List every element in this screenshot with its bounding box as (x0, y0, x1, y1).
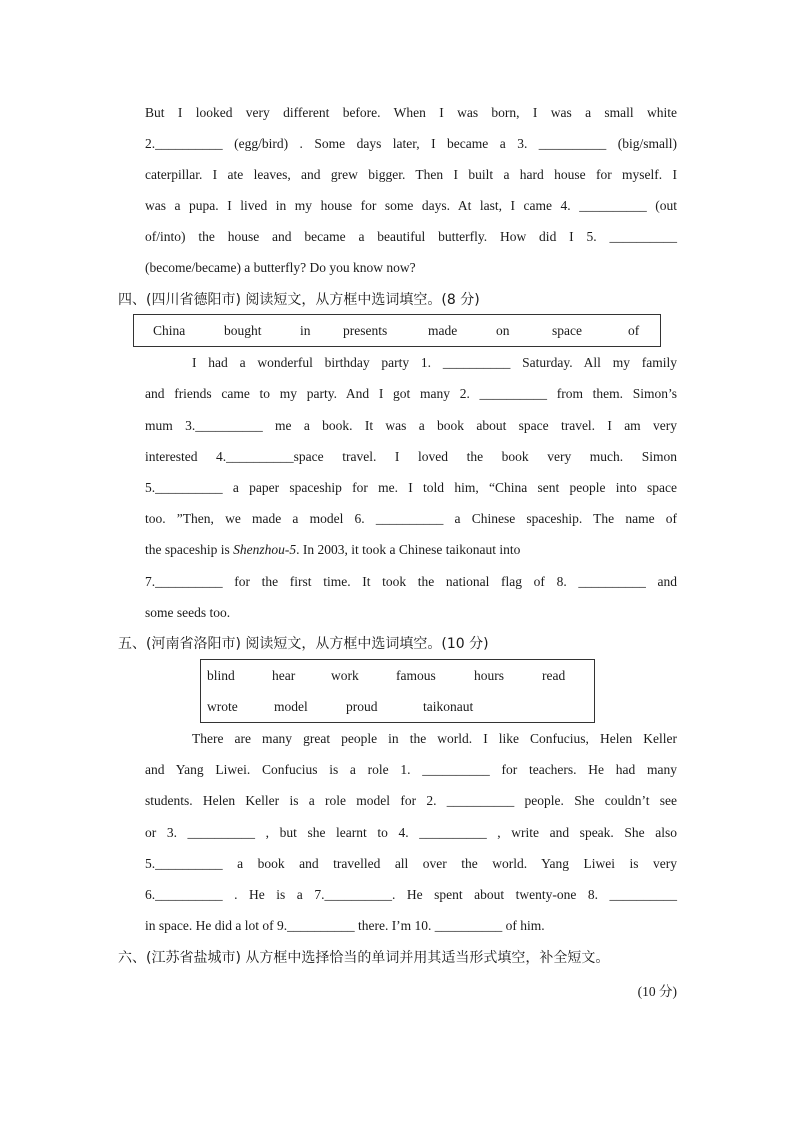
passage-line: of/into) the house and became a beautiful butterfly. How did I 5. __________ (145, 229, 677, 244)
word-option: blind (207, 668, 235, 683)
passage-line: (become/became) a butterfly? Do you know now? (145, 260, 416, 275)
word-option: hours (474, 668, 504, 683)
word-option: famous (396, 668, 436, 683)
section-heading: 六、(江苏省盐城市) 从方框中选择恰当的单词并用其适当形式填空，补全短文。 (118, 950, 610, 966)
word-option: bought (224, 323, 262, 338)
passage-line: There are many great people in the world. I like Confucius, Helen Keller (192, 731, 677, 746)
passage-line: I had a wonderful birthday party 1. __________ Saturday. All my family (192, 355, 677, 370)
word-box (133, 314, 661, 347)
word-option: China (153, 323, 186, 338)
passage-line: some seeds too. (145, 605, 231, 620)
passage-line: and Yang Liwei. Confucius is a role 1. __________ for teachers. He had many (145, 762, 677, 777)
passage-line: the spaceship is Shenzhou-5. In 2003, it took a Chinese taikonaut into (145, 542, 521, 557)
section-heading: 五、(河南省洛阳市) 阅读短文，从方框中选词填空。(10 分) (118, 636, 489, 652)
passage-line: caterpillar. I ate leaves, and grew bigger. Then I built a hard house for myself. I (145, 167, 677, 182)
passage-line: in space. He did a lot of 9.__________ there. I’m 10. __________ of him. (145, 918, 545, 933)
passage-line: 7.__________ for the first time. It took the national flag of 8. __________ and (145, 574, 677, 589)
word-option: made (428, 323, 458, 338)
word-option: wrote (207, 699, 238, 714)
word-option: read (542, 668, 566, 683)
word-option: presents (343, 323, 388, 338)
word-option: proud (346, 699, 378, 714)
passage-line: mum 3.__________ me a book. It was a book about space travel. I am very (145, 418, 677, 433)
passage-line: was a pupa. I lived in my house for some days. At last, I came 4. __________ (out (145, 198, 677, 213)
passage-line: 5.__________ a paper spaceship for me. I told him, “China sent people into space (145, 480, 677, 495)
word-box (200, 659, 595, 723)
word-option: of (628, 323, 640, 338)
word-option: model (274, 699, 308, 714)
passage-line: 5.__________ a book and travelled all over the world. Yang Liwei is very (145, 856, 677, 871)
passage-line: students. Helen Keller is a role model for 2. __________ people. She couldn’t see (145, 793, 677, 808)
passage-line: But I looked very different before. When I was born, I was a small white (145, 105, 677, 120)
passage-line: interested 4.__________space travel. I loved the book very much. Simon (145, 449, 677, 464)
passage-line: 2.__________ (egg/bird) . Some days later, I became a 3. __________ (big/small) (145, 136, 677, 151)
passage-line: 6.__________ . He is a 7.__________. He spent about twenty-one 8. __________ (145, 887, 677, 902)
word-option: on (496, 323, 510, 338)
section-heading: 四、(四川省德阳市) 阅读短文，从方框中选词填空。(8 分) (118, 292, 480, 308)
passage-line: too. ”Then, we made a model 6. __________ a Chinese spaceship. The name of (145, 511, 677, 526)
word-option: hear (272, 668, 296, 683)
passage-line: or 3. __________ , but she learnt to 4. __________ , write and speak. She also (145, 825, 677, 840)
word-option: space (552, 323, 582, 338)
word-option: in (300, 323, 311, 338)
word-option: taikonaut (423, 699, 474, 714)
word-option: work (331, 668, 359, 683)
passage-line: and friends came to my party. And I got many 2. __________ from them. Simon’s (145, 386, 677, 401)
section-score: (10 分) (637, 984, 677, 999)
